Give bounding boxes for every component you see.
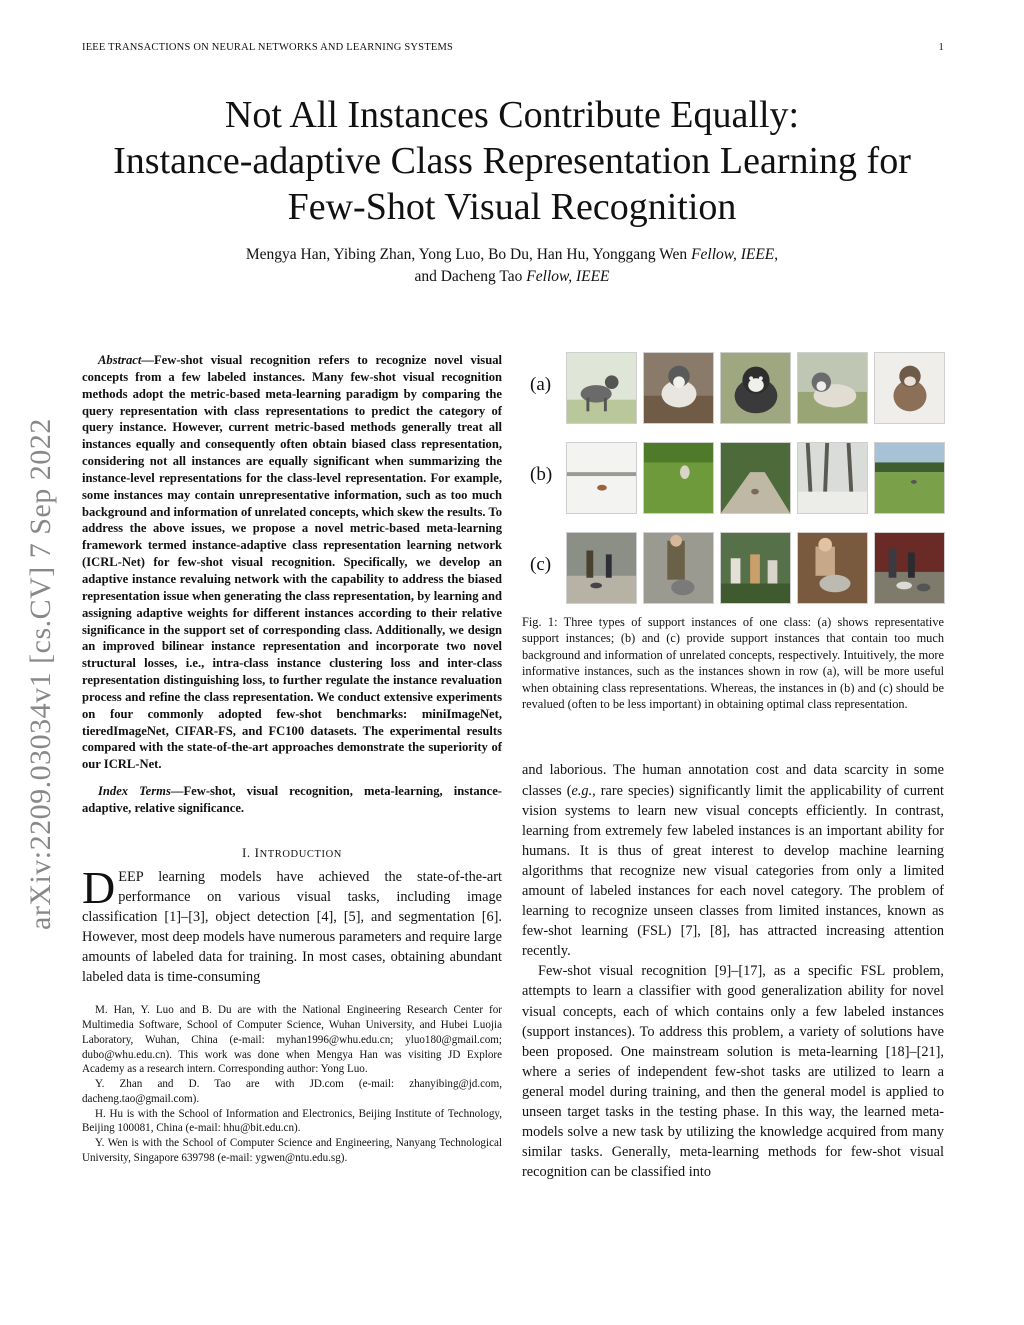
section-rest: NTRODUCTION xyxy=(259,848,342,860)
journal-name: IEEE TRANSACTIONS ON NEURAL NETWORKS AND LEARNING SYSTEMS xyxy=(82,42,454,53)
section-heading-introduction xyxy=(82,845,502,861)
photo-unrelated-thumbnail xyxy=(720,532,791,604)
title-line-1: Not All Instances Contribute Equally: xyxy=(224,94,800,136)
photo-dog-thumbnail xyxy=(874,352,945,424)
photo-dog-thumbnail xyxy=(566,352,637,424)
footnote-affiliation-3: H. Hu is with the School of Information and Electronics, Beijing Institute of Technology, Beijing 100081, China (e-mail: hhu@bit.edu.cn). xyxy=(82,1107,502,1135)
p1-after: , rare species) significantly limit the applicability of current vision systems to learn new visual concepts efficiently. In contrast, learning from extremely few labeled instances is an important ability for humans. It is thus of great interest to develop machine learning algorithms that recognize new visual categories from only a limited amount of labeled instances for each novel category. The problem of learning to recognize unseen classes from limited instances, known as few-shot learning (FSL) [7], [8], has attracted increasing attention recently. xyxy=(522,782,944,960)
row-label-c: (c) xyxy=(530,554,552,575)
paper-title xyxy=(40,92,984,230)
page-number: 1 xyxy=(938,42,944,53)
photo-background-thumbnail xyxy=(874,442,945,514)
running-head xyxy=(82,42,944,53)
title-line-3: Few-Shot Visual Recognition xyxy=(287,186,737,228)
figure-row-b xyxy=(522,442,944,514)
arxiv-stamp-text: arXiv:2209.03034v1 [cs.CV] 7 Sep 2022 xyxy=(24,418,57,930)
footnote-affiliation-4: Y. Wen is with the School of Computer Science and Engineering, Nanyang Technological University, Singapore 639798 (e-mail: ygwen@ntu.edu.sg). xyxy=(82,1137,502,1164)
photo-unrelated-thumbnail xyxy=(797,532,868,604)
index-terms-text: —Few-shot, visual recognition, meta-learning, instance-adaptive, relative significance. xyxy=(82,784,502,815)
photo-background-thumbnail xyxy=(797,442,868,514)
photo-unrelated-thumbnail xyxy=(874,532,945,604)
section-initial: I xyxy=(254,844,260,860)
index-terms xyxy=(82,783,502,817)
photo-background-thumbnail xyxy=(643,442,714,514)
row-label-b: (b) xyxy=(530,464,553,485)
thumbnails-row-b xyxy=(566,442,945,514)
paragraph-annotation-cost xyxy=(522,760,944,961)
photo-background-thumbnail xyxy=(720,442,791,514)
left-column xyxy=(82,352,502,1166)
photo-unrelated-thumbnail xyxy=(643,532,714,604)
abstract-text: —Few-shot visual recognition refers to recognize novel visual concepts from a few labeled instances. Many few-shot visual recognition methods adopt the metric-based meta-learning paradigm by comparing the query representation with class representations to predict the category of query instance. However, current metric-based methods generally treat all instances equally and consequently often obtain biased class representation, considering not all instances are equally significant when summarizing the instance-level representations for the class-level representation. For example, some instances may contain unrepresentative information, such as too much background and information of unrelated concepts, which skew the results. To address the above issues, we propose a novel metric-based meta-learning framework termed instance-adaptive class representation learning network (ICRL-Net) for few-shot visual recognition. Specifically, we develop an adaptive instance revaluing network with the capability to address the biased representation issue when generating the class representation, by learning and assigning adaptive weights for different instances according to their relative significance in the support set of corresponding class. Additionally, we design an improved bilinear instance representation and incorporate two novel structural losses, i.e., intra-class instance clustering loss and inter-class representation distinguishing loss, to further regulate the instance revaluation process and refine the class representation. We conduct extensive experiments on four commonly adopted few-shot benchmarks: miniImageNet, tieredImageNet, CIFAR-FS, and FC100 datasets. The experimental results compared with the state-of-the-art approaches demonstrate the superiority of our ICRL-Net. xyxy=(82,353,502,772)
photo-dog-thumbnail xyxy=(797,352,868,424)
figure-caption: Fig. 1: Three types of support instances of one class: (a) shows representative support instances; (b) and (c) provide support instances that contain too much background and information of unrelated concepts, respectively. Intuitively, the more informative instances, such as the instances shown in row (a), will be more useful when obtaining class representations. Whereas, the instances in (b) and (c) should be revalued (often to be less important) in obtaining optimal class representation. xyxy=(522,615,944,712)
footnote-affiliation-1: M. Han, Y. Luo and B. Du are with the National Engineering Research Center for Multimedia Software, School of Computer Science, Wuhan University, and Hubei Luojia Laboratory, Wuhan, China (e-mail: myhan1996@whu.edu.cn; yluo180@gmail.com; dubo@whu.edu.cn). This work was done when Mengya Han was visiting JD Explore Academy as a research intern. Corresponding author: Yong Luo. xyxy=(82,1004,502,1076)
authors-line-1: Mengya Han, Yibing Zhan, Yong Luo, Bo Du, Han Hu, Yonggang Wen xyxy=(245,246,692,263)
intro-text: EEP learning models have achieved the state-of-the-art performance on various visual tasks, including image classification [1]–[3], object detection [4], [5], and segmentation [6]. However, most deep models have numerous parameters and require large amounts of labeled data for training. In most cases, obtaining abundant labeled data is time-consuming xyxy=(82,868,502,986)
figure-row-c xyxy=(522,532,944,604)
figure-row-a xyxy=(522,352,944,424)
drop-cap: D xyxy=(82,861,116,913)
authors-line-2: and Dacheng Tao xyxy=(414,268,527,285)
abstract-paragraph xyxy=(82,352,502,773)
thumbnails-row-a xyxy=(566,352,945,424)
fellow-note-2: Fellow, IEEE xyxy=(526,268,610,285)
section-numeral: I. xyxy=(241,844,255,860)
footnote-affiliation-2: Y. Zhan and D. Tao are with JD.com (e-mail: zhanyibing@jd.com, dacheng.tao@gmail.com). xyxy=(82,1078,502,1105)
photo-unrelated-thumbnail xyxy=(566,532,637,604)
intro-paragraph xyxy=(82,861,502,988)
index-terms-label: Index Terms xyxy=(98,784,171,799)
right-column xyxy=(522,352,944,1182)
photo-background-thumbnail xyxy=(566,442,637,514)
row-label-a: (a) xyxy=(530,374,552,395)
authors-comma: , xyxy=(774,246,779,263)
thumbnails-row-c xyxy=(566,532,945,604)
paragraph-few-shot-recognition: Few-shot visual recognition [9]–[17], as a specific FSL problem, attempts to learn a classifier with good generalization ability for novel visual concepts, each of which contains only a few labeled instances (support instances). To address this problem, a variety of solutions have been proposed. One mainstream solution is meta-learning [18]–[21], where a series of independent few-shot tasks are utilized to learn a general model during training, and then the general model is applied to unseen target tasks in the testing phase. In this way, the learned meta-models solve a new task by utilizing the knowledge acquired from many similar tasks. Generally, meta-learning methods for few-shot visual recognition can be classified into xyxy=(522,963,944,1181)
abstract xyxy=(82,352,502,817)
photo-dog-thumbnail xyxy=(643,352,714,424)
p1-before: and laborious. The human annotation cost and data scarcity in some classes ( xyxy=(522,762,944,799)
footnotes xyxy=(82,1003,502,1165)
photo-dog-thumbnail xyxy=(720,352,791,424)
author-list xyxy=(80,244,944,288)
title-line-2: Instance-adaptive Class Representation Learning for xyxy=(113,140,911,182)
right-column-body xyxy=(522,760,944,1182)
fellow-note-1: Fellow, IEEE xyxy=(691,246,775,263)
figure-1 xyxy=(522,352,944,610)
p1-eg: e.g. xyxy=(571,782,593,799)
abstract-label: Abstract xyxy=(98,353,142,367)
